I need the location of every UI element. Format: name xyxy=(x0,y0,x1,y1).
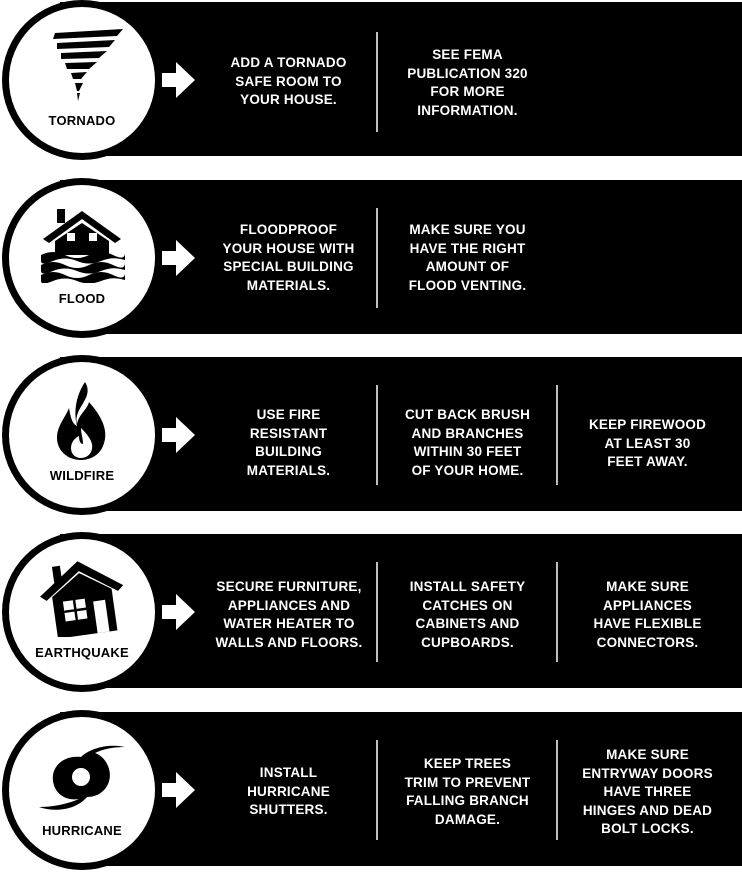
flood-badge xyxy=(2,178,162,338)
hurricane-tip-1: INSTALL HURRICANE SHUTTERS. xyxy=(247,765,330,817)
hurricane-badge xyxy=(2,710,162,870)
wildfire-tip-1: USE FIRE RESISTANT BUILDING MATERIALS. xyxy=(246,407,331,478)
flood-tip-1: FLOODPROOF YOUR HOUSE WITH SPECIAL BUILDING MATERIALS. xyxy=(222,222,355,293)
hurricane-tip-3: MAKE SURE ENTRYWAY DOORS HAVE THREE HINGES AND DEAD BOLT LOCKS. xyxy=(582,747,713,836)
tornado-divider-1 xyxy=(376,32,378,132)
tornado-tip-1: ADD A TORNADO SAFE ROOM TO YOUR HOUSE. xyxy=(230,55,347,107)
arrow-right-icon xyxy=(162,415,196,455)
tornado-icon xyxy=(37,25,127,105)
earthquake-badge xyxy=(2,532,162,692)
hurricane-divider-1 xyxy=(376,740,378,840)
hurricane-tip-2: KEEP TREES TRIM TO PREVENT FALLING BRANCH DAMAGE. xyxy=(404,756,531,827)
hazard-label-wildfire: WILDFIRE xyxy=(49,468,115,483)
hazard-label-earthquake: EARTHQUAKE xyxy=(35,645,129,660)
wildfire-divider-2 xyxy=(556,385,558,485)
earthquake-tip-2: INSTALL SAFETY CATCHES ON CABINETS AND CUPBOARDS. xyxy=(409,579,526,650)
arrow-right-icon xyxy=(162,592,196,632)
tilted-house-icon xyxy=(37,557,127,637)
wildfire-tip-2: CUT BACK BRUSH AND BRANCHES WITHIN 30 FEET OF YOUR HOME. xyxy=(404,407,531,478)
arrow-right-icon xyxy=(162,770,196,810)
wildfire-badge xyxy=(2,355,162,515)
hurricane-divider-2 xyxy=(556,740,558,840)
flood-divider-1 xyxy=(376,208,378,308)
earthquake-tip-1: SECURE FURNITURE, APPLIANCES AND WATER HEATER TO WALLS AND FLOORS. xyxy=(215,579,363,650)
earthquake-divider-1 xyxy=(376,562,378,662)
flame-icon xyxy=(37,380,127,460)
hurricane-icon xyxy=(37,735,127,815)
earthquake-tip-3: MAKE SURE APPLIANCES HAVE FLEXIBLE CONNECTORS. xyxy=(593,579,702,650)
arrow-right-icon xyxy=(162,238,196,278)
wildfire-divider-1 xyxy=(376,385,378,485)
tornado-badge xyxy=(2,0,162,160)
wildfire-tip-3: KEEP FIREWOOD AT LEAST 30 FEET AWAY. xyxy=(588,417,707,469)
earthquake-divider-2 xyxy=(556,562,558,662)
hazard-label-tornado: TORNADO xyxy=(48,113,116,128)
arrow-right-icon xyxy=(162,60,196,100)
flood-house-icon xyxy=(37,203,127,283)
flood-tip-2: MAKE SURE YOU HAVE THE RIGHT AMOUNT OF FLOOD VENTING. xyxy=(408,222,527,293)
hazard-label-hurricane: HURRICANE xyxy=(42,823,122,838)
tornado-tip-2: SEE FEMA PUBLICATION 320 FOR MORE INFORMATION. xyxy=(407,47,528,118)
hazard-label-flood: FLOOD xyxy=(58,291,106,306)
